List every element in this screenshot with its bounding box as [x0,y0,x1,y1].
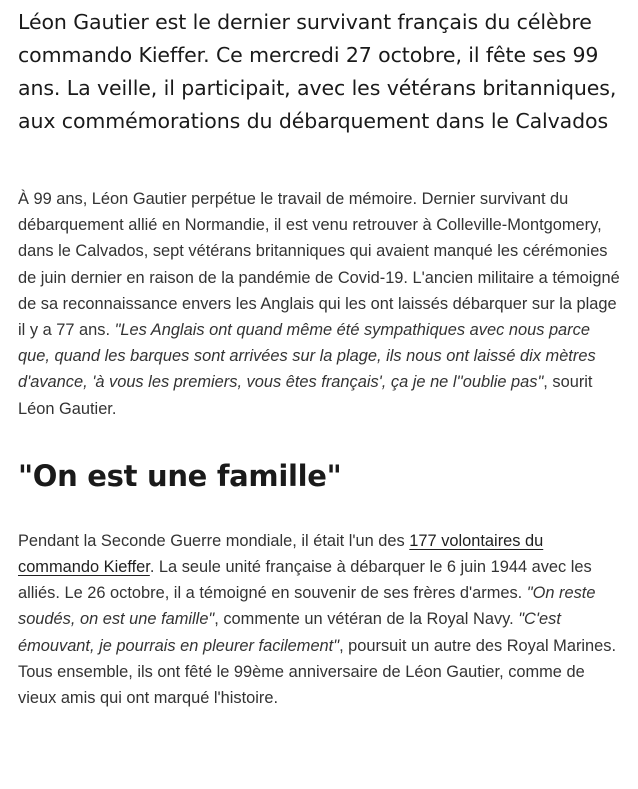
marine-veteran-quote: "C'est émouvant, je pourrais en pleurer facilement" [18,610,561,655]
article-lead: Léon Gautier est le dernier survivant français du célèbre commando Kieffer. Ce mercredi 27 octobre, il fête ses 99 ans. La veille, il participait, avec les vétérans britanniques, aux commémorations du débarquement dans le Calvados [18,10,617,133]
paragraph-text: , sourit Léon Gautier. [18,373,593,418]
section-heading: "On est une famille" [18,458,342,493]
paragraph-text: , poursuit un autre des Royal Marines. Tous ensemble, ils ont fêté le 99ème anniversaire de Léon Gautier, comme de vieux amis qui ont marqué l'histoire. [18,636,617,708]
paragraph-text: . La seule unité française à débarquer le 6 juin 1944 avec les alliés. Le 26 octobre, il a témoigné en souvenir de ses frères d'armes. [18,558,592,603]
commando-kieffer-link[interactable]: 177 volontaires du commando Kieffer [18,531,544,577]
navy-veteran-quote: "On reste soudés, on est une famille" [18,584,596,629]
paragraph-text: , commente un vétéran de la Royal Navy. [214,610,519,629]
article [18,6,622,711]
paragraph-text: À 99 ans, Léon Gautier perpétue le travail de mémoire. Dernier survivant du débarquement allié en Normandie, il est venu retrouver à Colleville-Montgomery, dans le Calvados, sept vétérans britanniques qui avaient manqué les cérémonies de juin dernier en raison de la pandémie de Covid-19. L'ancien militaire a témoigné de sa reconnaissance envers les Anglais qui les ont laissés débarquer sur la plage il y a 77 ans. [18,190,620,340]
article-paragraph-1 [18,186,622,422]
paragraph-text: Pendant la Seconde Guerre mondiale, il était l'un des [18,531,410,550]
article-paragraph-2 [18,528,622,711]
veteran-quote: "Les Anglais ont quand même été sympathiques avec nous parce que, quand les barques sont arrivées sur la plage, ils nous ont laissé dix mètres d'avance, 'à vous les premiers, vous êtes français', ça je ne l''oublie pas" [18,321,596,392]
